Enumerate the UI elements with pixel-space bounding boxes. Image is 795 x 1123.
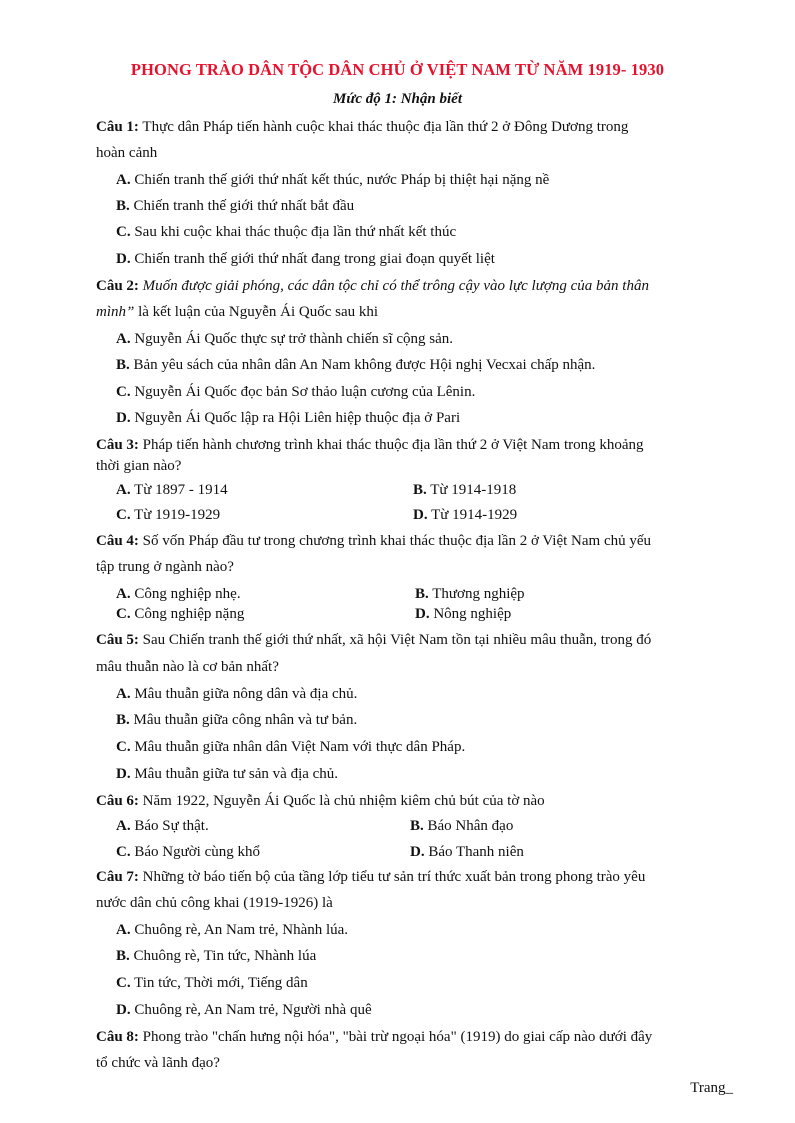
answer-option: B. Mâu thuẫn giữa công nhân và tư bản.: [116, 712, 358, 728]
answer-option: D. Mâu thuẫn giữa tư sản và địa chủ.: [116, 766, 339, 782]
question-1: [96, 118, 628, 136]
answer-option: C. Nguyễn Ái Quốc đọc bản Sơ thảo luận cương của Lênin.: [116, 384, 476, 400]
answer-option: A. Chuông rè, An Nam trẻ, Nhành lúa.: [116, 922, 349, 938]
answer-option: C. Từ 1919-1929: [116, 507, 221, 523]
question-label: Câu 7:: [96, 869, 139, 885]
question-5: [96, 631, 651, 649]
question-text: Sau Chiến tranh thế giới thứ nhất, xã hội Việt Nam tồn tại nhiều mâu thuẫn, trong đó: [138, 632, 652, 648]
answer-option: A. Công nghiệp nhẹ.: [116, 586, 241, 602]
answer-option: D. Chuông rè, An Nam trẻ, Người nhà quê: [116, 1002, 372, 1018]
answer-option: C. Tin tức, Thời mới, Tiếng dân: [116, 975, 308, 991]
answer-option: B. Báo Nhân đạo: [410, 818, 514, 834]
answer-option: D. Nguyễn Ái Quốc lập ra Hội Liên hiệp thuộc địa ở Pari: [116, 410, 461, 426]
answer-option: D. Báo Thanh niên: [410, 844, 524, 860]
question-label: Câu 2:: [96, 278, 139, 294]
answer-option: D. Nông nghiệp: [415, 606, 512, 622]
document-title: PHONG TRÀO DÂN TỘC DÂN CHỦ Ở VIỆT NAM TỪ NĂM 1919- 1930: [130, 60, 665, 79]
question-label: Câu 5:: [96, 632, 139, 648]
answer-option: A. Từ 1897 - 1914: [116, 482, 228, 498]
question-text: Những tờ báo tiến bộ của tầng lớp tiểu tư sản trí thức xuất bản trong phong trào yêu: [138, 869, 646, 885]
answer-option: A. Mâu thuẫn giữa nông dân và địa chủ.: [116, 686, 358, 702]
question-label: Câu 8:: [96, 1029, 139, 1045]
question-text: Số vốn Pháp đầu tư trong chương trình khai thác thuộc địa lần 2 ở Việt Nam chủ yếu: [138, 533, 652, 549]
question-label: Câu 3:: [96, 437, 139, 453]
answer-option: C. Công nghiệp nặng: [116, 606, 245, 622]
question-text: Năm 1922, Nguyễn Ái Quốc là chủ nhiệm kiêm chủ bút của tờ nào: [138, 793, 545, 809]
question-4: [96, 532, 651, 550]
question-8-continued: tổ chức và lãnh đạo?: [96, 1055, 220, 1071]
question-label: Câu 1:: [96, 119, 139, 135]
question-4-continued: tập trung ở ngành nào?: [96, 559, 234, 575]
question-quote: Muốn được giải phóng, các dân tộc chỉ có thể trông cậy vào lực lượng của bản thân: [138, 278, 649, 294]
answer-option: A. Chiến tranh thế giới thứ nhất kết thúc, nước Pháp bị thiệt hại nặng nề: [116, 172, 550, 188]
answer-option: C. Báo Người cùng khổ: [116, 844, 260, 860]
answer-option: B. Từ 1914-1918: [413, 482, 517, 498]
answer-option: D. Chiến tranh thế giới thứ nhất đang trong giai đoạn quyết liệt: [116, 251, 495, 267]
answer-option: A. Nguyễn Ái Quốc thực sự trở thành chiến sĩ cộng sản.: [116, 331, 454, 347]
answer-option: B. Bản yêu sách của nhân dân An Nam không được Hội nghị Vecxai chấp nhận.: [116, 357, 596, 373]
question-7-continued: nước dân chủ công khai (1919-1926) là: [96, 895, 333, 911]
question-8: [96, 1028, 652, 1046]
answer-option: A. Báo Sự thật.: [116, 818, 209, 834]
question-2-continued: mình” là kết luận của Nguyễn Ái Quốc sau khi: [96, 304, 379, 320]
answer-option: C. Mâu thuẫn giữa nhân dân Việt Nam với thực dân Pháp.: [116, 739, 466, 755]
page-footer: Trang_: [690, 1080, 733, 1096]
question-text: Phong trào "chấn hưng nội hóa", "bài trừ ngoại hóa" (1919) do giai cấp nào dưới đây: [138, 1029, 653, 1045]
answer-option: D. Từ 1914-1929: [413, 507, 518, 523]
answer-option: C. Sau khi cuộc khai thác thuộc địa lần thứ nhất kết thúc: [116, 224, 457, 240]
question-3: [96, 436, 644, 454]
question-text: Pháp tiến hành chương trình khai thác thuộc địa lần thứ 2 ở Việt Nam trong khoảng: [138, 437, 644, 453]
question-6: [96, 792, 545, 810]
answer-option: B. Chuông rè, Tin tức, Nhành lúa: [116, 948, 317, 964]
question-1-continued: hoàn cảnh: [96, 145, 158, 161]
difficulty-level-heading: Mức độ 1: Nhận biết: [333, 91, 462, 107]
question-5-continued: mâu thuẫn nào là cơ bản nhất?: [96, 659, 279, 675]
answer-option: B. Chiến tranh thế giới thứ nhất bắt đầu: [116, 198, 355, 214]
question-label: Câu 6:: [96, 793, 139, 809]
question-7: [96, 868, 645, 886]
answer-option: B. Thương nghiệp: [415, 586, 525, 602]
question-label: Câu 4:: [96, 533, 139, 549]
question-2: [96, 277, 649, 295]
question-3-continued: thời gian nào?: [96, 458, 182, 474]
question-text: Thực dân Pháp tiến hành cuộc khai thác thuộc địa lần thứ 2 ở Đông Dương trong: [138, 119, 629, 135]
